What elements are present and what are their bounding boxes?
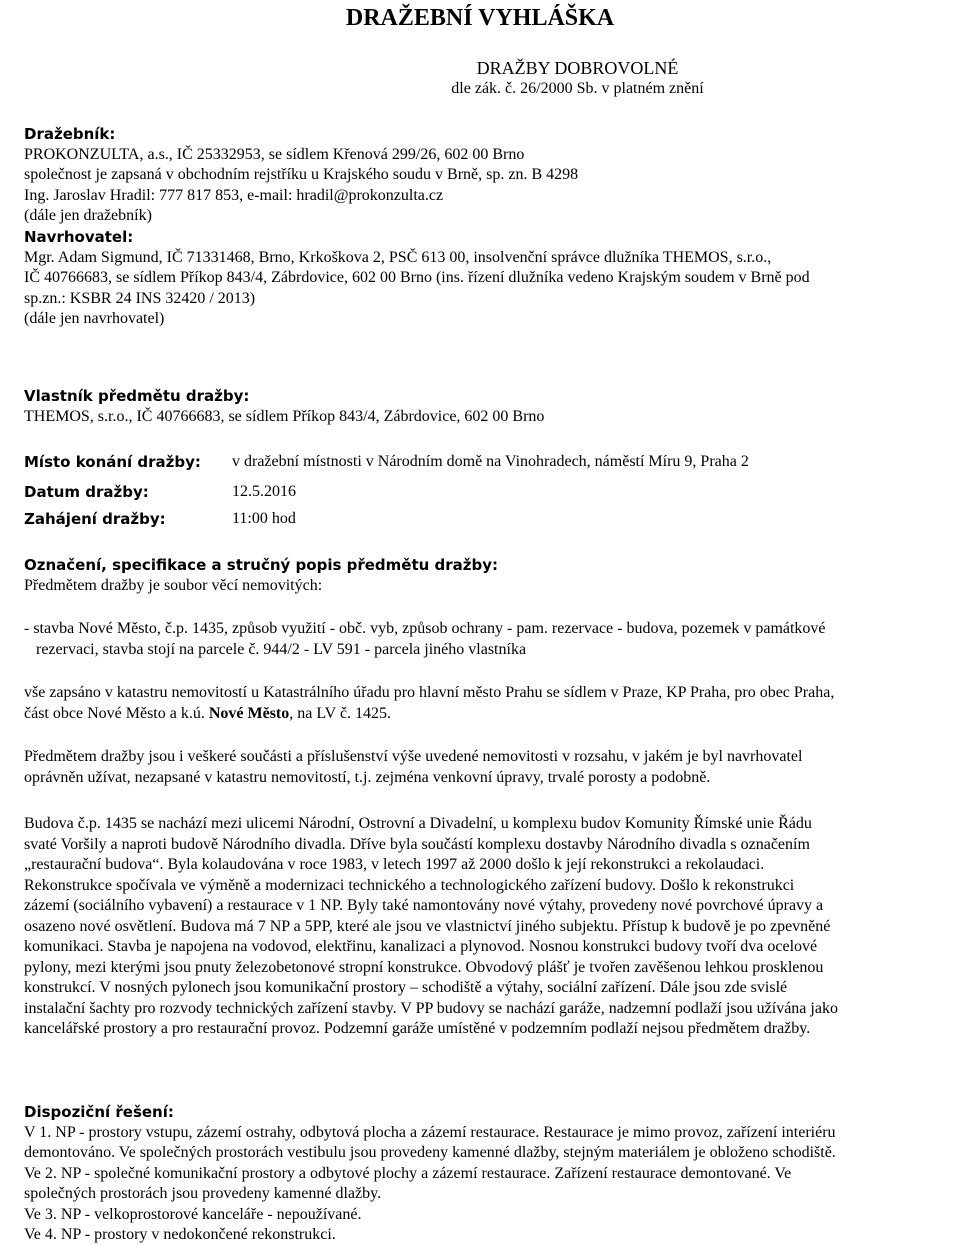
layout-line: společných prostorách jsou provedeny kamenné dlažby. <box>24 1185 382 1202</box>
subject-intro: Předmětem dražby je soubor věcí nemovitých: <box>24 576 323 594</box>
auction-place-label: Místo konání dražby: <box>24 453 201 471</box>
owner-heading: Vlastník předmětu dražby: <box>24 387 250 405</box>
cadastre-line <box>24 704 956 725</box>
auction-date-value: 12.5.2016 <box>232 483 296 500</box>
document-title: DRAŽEBNÍ VYHLÁŠKA <box>345 5 615 31</box>
layout-line: V 1. NP - prostory vstupu, zázemí ostrahy, odbytová plocha a zázemí restaurace. Restaurace je mimo provoz, zařízení interiéru <box>24 1123 836 1141</box>
auction-date-value-wrap <box>232 482 296 503</box>
building-line: komunikaci. Stavba je napojena na vodovod, elektřinu, kanalizaci a plynovod. Nosnou konstrukci budovy tvoří dva ocelové <box>24 938 818 955</box>
subject-item-line: - stavba Nové Město, č.p. 1435, způsob využití - obč. vyb, způsob ochrany - pam. rezervace - budova, pozemek v památkové <box>24 620 826 637</box>
petitioner-section <box>24 227 956 330</box>
petitioner-line: (dále jen navrhovatel) <box>24 310 165 327</box>
building-line: Budova č.p. 1435 se nachází mezi ulicemi Národní, Ostrovní a Divadelní, u komplexu budov Komunity Římské unie Řádu <box>24 815 812 832</box>
auction-date-row <box>24 482 149 504</box>
layout-line: Ve 2. NP - společné komunikační prostory a odbytové plochy a zázemí restaurace. Zařízení restaurace demontované. Ve <box>24 1164 792 1182</box>
cadastre-paragraph <box>24 683 956 724</box>
auction-place-value: v dražební místnosti v Národním domě na Vinohradech, náměstí Míru 9, Praha 2 <box>232 453 749 470</box>
document-subtitle: DRAŽBY DOBROVOLNÉ <box>476 58 679 78</box>
auction-start-value-wrap <box>232 509 296 530</box>
building-description <box>24 814 956 1040</box>
building-line: instalační šachty pro rozvody technických zařízení stavby. V PP budovy se nachází garáže, nadzemní podlaží jsou užívána jako <box>24 999 838 1017</box>
cadastre-text: , na LV č. 1425. <box>289 704 392 722</box>
building-line: svaté Voršily a naproti budově Národního divadla. Dříve byla součástí komplexu dostavby Národního divadla s označením <box>24 835 810 853</box>
auctioneer-heading: Dražebník: <box>24 125 116 143</box>
auction-start-row <box>24 509 166 531</box>
layout-heading: Dispoziční řešení: <box>24 1103 174 1121</box>
owner-line: THEMOS, s.r.o., IČ 40766683, se sídlem Příkop 843/4, Zábrdovice, 602 00 Brno <box>24 407 545 425</box>
subject-item-line: rezervaci, stavba stojí na parcele č. 944/2 - LV 591 - parcela jiného vlastníka <box>36 640 527 658</box>
components-line: Předmětem dražby jsou i veškeré součásti a příslušenství výše uvedené nemovitosti v rozsahu, v jakém je byl navrhovatel <box>24 748 803 765</box>
components-line: oprávněn užívat, nezapsané v katastru nemovitostí, t.j. zejména venkovní úpravy, trvalé porosty a podobně. <box>24 768 711 786</box>
auction-start-value: 11:00 hod <box>232 510 296 527</box>
petitioner-line: IČ 40766683, se sídlem Příkop 843/4, Zábrdovice, 602 00 Brno (ins. řízení dlužníka vedeno Krajským soudem v Brně pod <box>24 269 810 286</box>
layout-line: demontováno. Ve společných prostorách vestibulu jsou provedeny kamenné dlažby, stejným materiálem je obloženo schodiště. <box>24 1144 836 1161</box>
auction-place-row <box>24 452 201 474</box>
cadastre-text: část obce Nové Město a k.ú. <box>24 704 209 722</box>
building-line: kancelářské prostory a pro restaurační provoz. Podzemní garáže umístěné v podzemním podlaží nejsou předmětem dražby. <box>24 1020 811 1037</box>
building-line: konstrukcí. V nosných pylonech jsou komunikační prostory – schodiště a výtahy, sociální zařízení. Dále jsou zde svislé <box>24 979 788 996</box>
subject-item <box>24 619 956 660</box>
auctioneer-line: (dále jen dražebník) <box>24 207 152 224</box>
petitioner-line: Mgr. Adam Sigmund, IČ 71331468, Brno, Krkoškova 2, PSČ 613 00, insolvenční správce dlužníka THEMOS, s.r.o., <box>24 248 772 266</box>
auction-date-label: Datum dražby: <box>24 483 149 501</box>
auction-place-value-wrap <box>232 452 749 473</box>
petitioner-heading: Navrhovatel: <box>24 228 134 246</box>
auction-start-label: Zahájení dražby: <box>24 510 166 528</box>
document-law-reference: dle zák. č. 26/2000 Sb. v platném znění <box>451 80 704 97</box>
layout-line: Ve 4. NP - prostory v nedokončené rekonstrukci. <box>24 1226 336 1243</box>
layout-section <box>24 1102 956 1246</box>
building-line: zázemí (sociálního vybavení) a restaurace v 1 NP. Byly také namontovány nové výtahy, provedeny nové povrchové úpravy a <box>24 897 824 914</box>
layout-line: Ve 3. NP - velkoprostorové kanceláře - nepoužívané. <box>24 1205 362 1223</box>
cadastre-area-name: Nové Město <box>208 704 290 722</box>
subject-section <box>24 555 956 596</box>
auctioneer-line: PROKONZULTA, a.s., IČ 25332953, se sídlem Křenová 299/26, 602 00 Brno <box>24 145 525 163</box>
building-line: „restaurační budova“. Byla kolaudována v roce 1983, v letech 1997 až 2000 došlo k její rekonstrukci a rekolaudaci. <box>24 856 765 873</box>
petitioner-line: sp.zn.: KSBR 24 INS 32420 / 2013) <box>24 289 256 307</box>
components-paragraph <box>24 747 956 788</box>
auctioneer-line: společnost je zapsaná v obchodním rejstříku u Krajského soudu v Brně, sp. zn. B 4298 <box>24 166 579 183</box>
owner-section <box>24 386 956 427</box>
cadastre-line: vše zapsáno v katastru nemovitostí u Katastrálního úřadu pro hlavní město Prahu se sídlem v Praze, KP Praha, pro obec Praha, <box>24 684 835 701</box>
auctioneer-section <box>24 124 956 227</box>
building-line: pylony, mezi kterými jsou pnuty železobetonové stropní konstrukce. Obvodový plášť je tvořen zavěšenou lehkou prosklenou <box>24 958 824 976</box>
building-line: osazeno nové osvětlení. Budova má 7 NP a 5PP, které ale jsou ve vlastnictví jiného subjektu. Přístup k budově je po zpevněné <box>24 917 831 935</box>
building-line: Rekonstrukce spočívala ve výměně a modernizaci technického a technologického zařízení budovy. Došlo k rekonstrukci <box>24 876 795 894</box>
subject-heading: Označení, specifikace a stručný popis předmětu dražby: <box>24 556 499 574</box>
auctioneer-line: Ing. Jaroslav Hradil: 777 817 853, e-mail: hradil@prokonzulta.cz <box>24 186 444 204</box>
